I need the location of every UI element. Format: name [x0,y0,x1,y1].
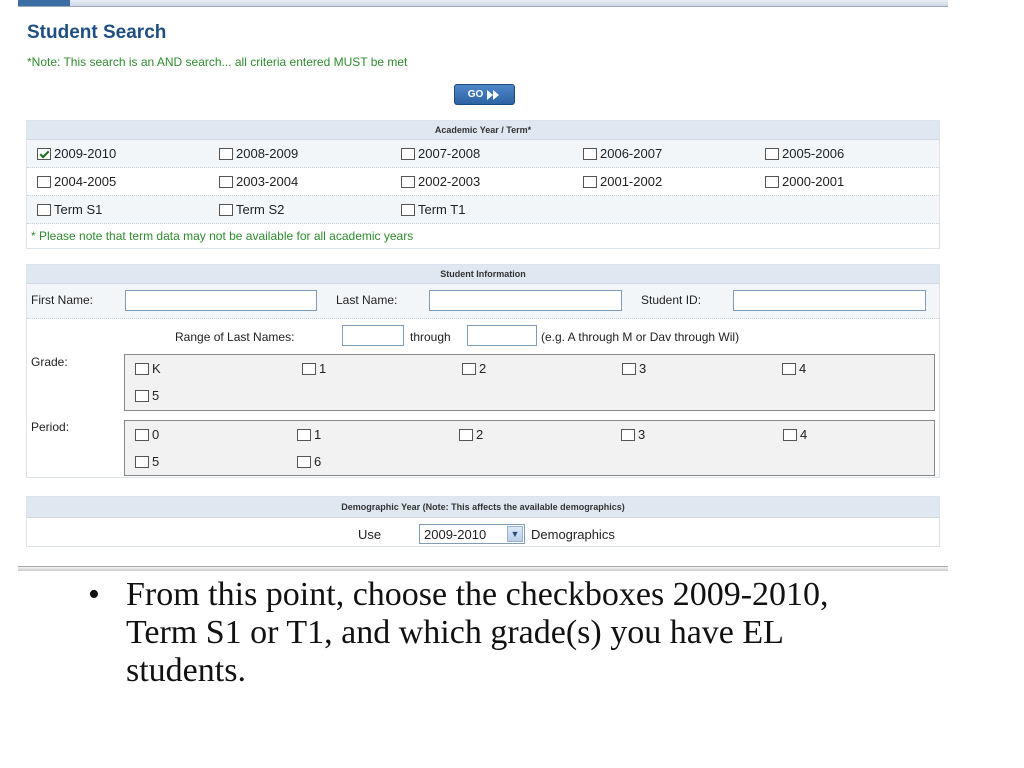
checkbox-2008-2009[interactable]: 2008-2009 [219,146,298,161]
instruction-text: From this point, choose the checkboxes 2009-2010, Term S1 or T1, and which grade(s) you have EL students. [126,576,829,689]
checkbox-box[interactable] [135,429,149,441]
checkbox-2003-2004[interactable]: 2003-2004 [219,174,298,189]
checkbox-box[interactable] [219,148,233,160]
checkbox-period-0[interactable]: 0 [135,427,159,442]
checkbox-term-t1[interactable]: Term T1 [401,202,465,217]
page-title: Student Search [27,22,167,43]
checkbox-box[interactable] [462,363,476,375]
demographic-header: Demographic Year (Note: This affects the available demographics) [27,497,939,518]
go-button[interactable] [454,84,515,105]
checkbox-box[interactable] [621,429,635,441]
use-label: Use [358,527,382,542]
selected-year: 2009-2010 [424,526,487,542]
demographics-label: Demographics [531,527,615,542]
checkbox-box[interactable] [135,363,149,375]
checkbox-box[interactable] [401,148,415,160]
checkbox-box[interactable] [135,456,149,468]
academic-year-header: Academic Year / Term* [27,121,939,140]
chevron-down-icon[interactable]: ▼ [507,526,523,542]
checkbox-box[interactable] [297,429,311,441]
checkbox-grade-4[interactable]: 4 [782,361,806,376]
grade-label: Grade: [31,355,68,369]
checkbox-box[interactable] [622,363,636,375]
name-range-row [27,319,939,353]
screenshot-divider [18,566,948,571]
checkbox-box[interactable] [135,390,149,402]
first-name-input[interactable] [125,290,317,311]
range-label: Range of Last Names: [175,330,295,344]
checkbox-period-6[interactable]: 6 [297,454,321,469]
student-name-row [27,284,939,319]
bullet-icon: • [88,576,100,613]
checkbox-grade-3[interactable]: 3 [622,361,646,376]
checkbox-term-s2[interactable]: Term S2 [219,202,284,217]
grade-box [124,354,935,411]
range-start-input[interactable] [342,325,404,346]
academic-row-2 [27,168,939,196]
period-label: Period: [31,420,70,434]
checkbox-period-2[interactable]: 2 [459,427,483,442]
checkbox-period-3[interactable]: 3 [621,427,645,442]
go-button-label: GO [467,89,484,100]
checkbox-box[interactable] [37,176,51,188]
checkbox-2006-2007[interactable]: 2006-2007 [583,146,662,161]
checkbox-period-4[interactable]: 4 [783,427,807,442]
checkbox-period-5[interactable]: 5 [135,454,159,469]
range-hint: (e.g. A through M or Dav through Wil) [541,330,740,344]
checkbox-box[interactable] [297,456,311,468]
demographic-section [26,496,940,547]
academic-row-terms [27,196,939,224]
checkbox-2001-2002[interactable]: 2001-2002 [583,174,662,189]
academic-footnote-row [27,224,939,250]
search-note: *Note: This search is an AND search... all criteria entered MUST be met [27,55,408,69]
checkbox-box[interactable] [401,204,415,216]
checkbox-box[interactable] [782,363,796,375]
double-chevron-right-icon [487,90,501,100]
checkbox-box[interactable] [583,148,597,160]
checkbox-box[interactable] [401,176,415,188]
checkbox-grade-k[interactable]: K [135,361,161,376]
checkbox-2009-2010[interactable]: 2009-2010 [37,146,116,161]
checkbox-2002-2003[interactable]: 2002-2003 [401,174,480,189]
student-id-input[interactable] [733,290,926,311]
academic-year-section [26,120,940,249]
last-name-label: Last Name: [336,293,398,307]
demographic-row [27,518,939,548]
checkbox-period-1[interactable]: 1 [297,427,321,442]
checkbox-2005-2006[interactable]: 2005-2006 [765,146,844,161]
checkbox-box[interactable] [583,176,597,188]
last-name-input[interactable] [429,290,622,311]
active-tab-indicator [18,0,70,6]
demographic-year-select[interactable] [419,524,525,544]
checkbox-box[interactable] [783,429,797,441]
checkbox-grade-5[interactable]: 5 [135,388,159,403]
window-top-bar [18,0,948,7]
checkbox-box[interactable] [219,176,233,188]
checkbox-box[interactable] [765,176,779,188]
student-info-header: Student Information [27,265,939,284]
range-end-input[interactable] [467,325,537,346]
checkbox-grade-1[interactable]: 1 [302,361,326,376]
student-id-label: Student ID: [641,293,702,307]
checkbox-box[interactable] [765,148,779,160]
checkbox-box[interactable] [37,204,51,216]
period-box [124,420,935,476]
checkbox-box[interactable] [37,148,51,160]
checkbox-2000-2001[interactable]: 2000-2001 [765,174,844,189]
term-footnote: * Please note that term data may not be available for all academic years [31,229,414,243]
checkbox-box[interactable] [302,363,316,375]
checkbox-term-s1[interactable]: Term S1 [37,202,102,217]
checkbox-box[interactable] [459,429,473,441]
through-label: through [410,330,451,344]
checkbox-grade-2[interactable]: 2 [462,361,486,376]
checkbox-2007-2008[interactable]: 2007-2008 [401,146,480,161]
checkbox-box[interactable] [219,204,233,216]
first-name-label: First Name: [31,293,94,307]
academic-row-1 [27,140,939,168]
checkbox-2004-2005[interactable]: 2004-2005 [37,174,116,189]
student-info-section [26,264,940,478]
